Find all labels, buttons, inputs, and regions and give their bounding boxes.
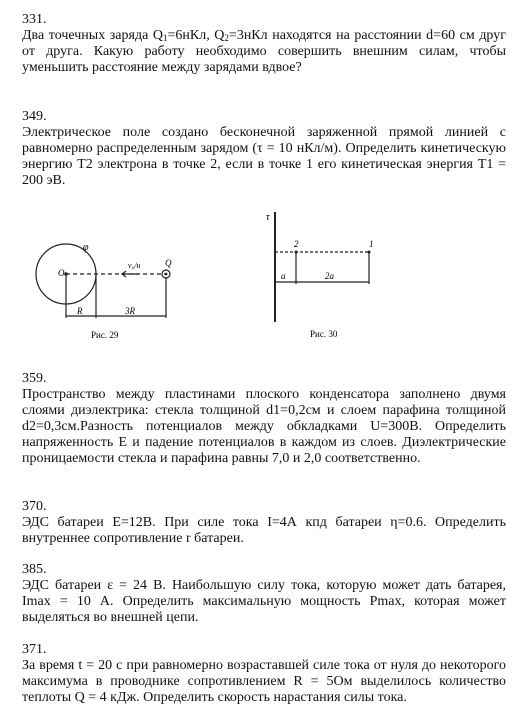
fig30-caption: Рис. 30 [310, 329, 338, 339]
fig29-label-O: O [58, 268, 65, 278]
fig29-label-phi: φ [83, 242, 89, 253]
problem-text: За время t = 20 с при равномерно возраставшей силе тока от нуля до некоторого максимума в проводнике сопротивлением R = 5Ом выделилось количество теплоты Q = 4 кДж. Определить скорость нарастания силы тока. [22, 658, 506, 705]
fig29-caption: Рис. 29 [91, 330, 119, 340]
fig29-label-v: v₀/н [128, 261, 141, 270]
problem-number: 385. [22, 562, 47, 577]
problem-text: Пространство между пластинами плоского конденсатора заполнено двумя слоями диэлектрика: стекла толщиной d1=0,2см и слоем парафина толщиной d2=0,3см.Разность потенциалов между обкладками U=300В. Определить напряженность Е и падение потенциалов в каждом из слоев. Диэлектрические проницаемости стекла и парафина равны 7,0 и 2,0 соответственно. [22, 387, 506, 466]
problem-number: 371. [22, 642, 47, 657]
problem-number: 331. [22, 12, 47, 27]
fig30-label-tau: τ [266, 212, 270, 223]
fig30-label-2: 2 [294, 239, 299, 249]
fig30-point-2 [295, 251, 298, 254]
problem-number: 349. [22, 109, 47, 124]
fig30-point-1 [368, 251, 371, 254]
figure-30 [250, 212, 400, 347]
problem-number: 359. [22, 371, 47, 386]
problem-text: ЭДС батареи ε = 24 В. Наибольшую силу тока, которую может дать батарея, Imax = 10 А. Определить максимальную мощность Pmax, которая может выделяться во внешней цепи. [22, 578, 506, 625]
fig30-label-a: a [281, 271, 286, 281]
fig29-center-dot [64, 272, 68, 276]
fig30-label-2a: 2a [325, 271, 334, 281]
problem-text: Электрическое поле создано бесконечной заряженной прямой линией с равномерно распределенным зарядом (τ = 10 нКл/м). Определить кинетическую энергию Т2 электрона в точке 2, если в точке 1 его кинетическая энергия Т1 = 200 эВ. [22, 125, 506, 188]
fig29-label-R: R [77, 306, 83, 316]
fig29-label-Q: Q [165, 258, 172, 268]
problem-text: Два точечных заряда $Q_1=6нКл$, $Q_2=3нКл$ находятся на расстоянии d=60 см друг от друга. Какую работу необходимо совершить внешним силам, чтобы уменьшить расстояние между зарядами вдвое? [22, 28, 506, 75]
problem-text: ЭДС батареи E=12В. При силе тока I=4А кпд батареи η=0.6. Определить внутреннее сопротивление r батареи. [22, 515, 506, 546]
figure-29 [25, 236, 215, 346]
fig30-label-1: 1 [369, 239, 374, 249]
problem-number: 370. [22, 499, 47, 514]
fig29-label-3R: 3R [125, 306, 135, 316]
